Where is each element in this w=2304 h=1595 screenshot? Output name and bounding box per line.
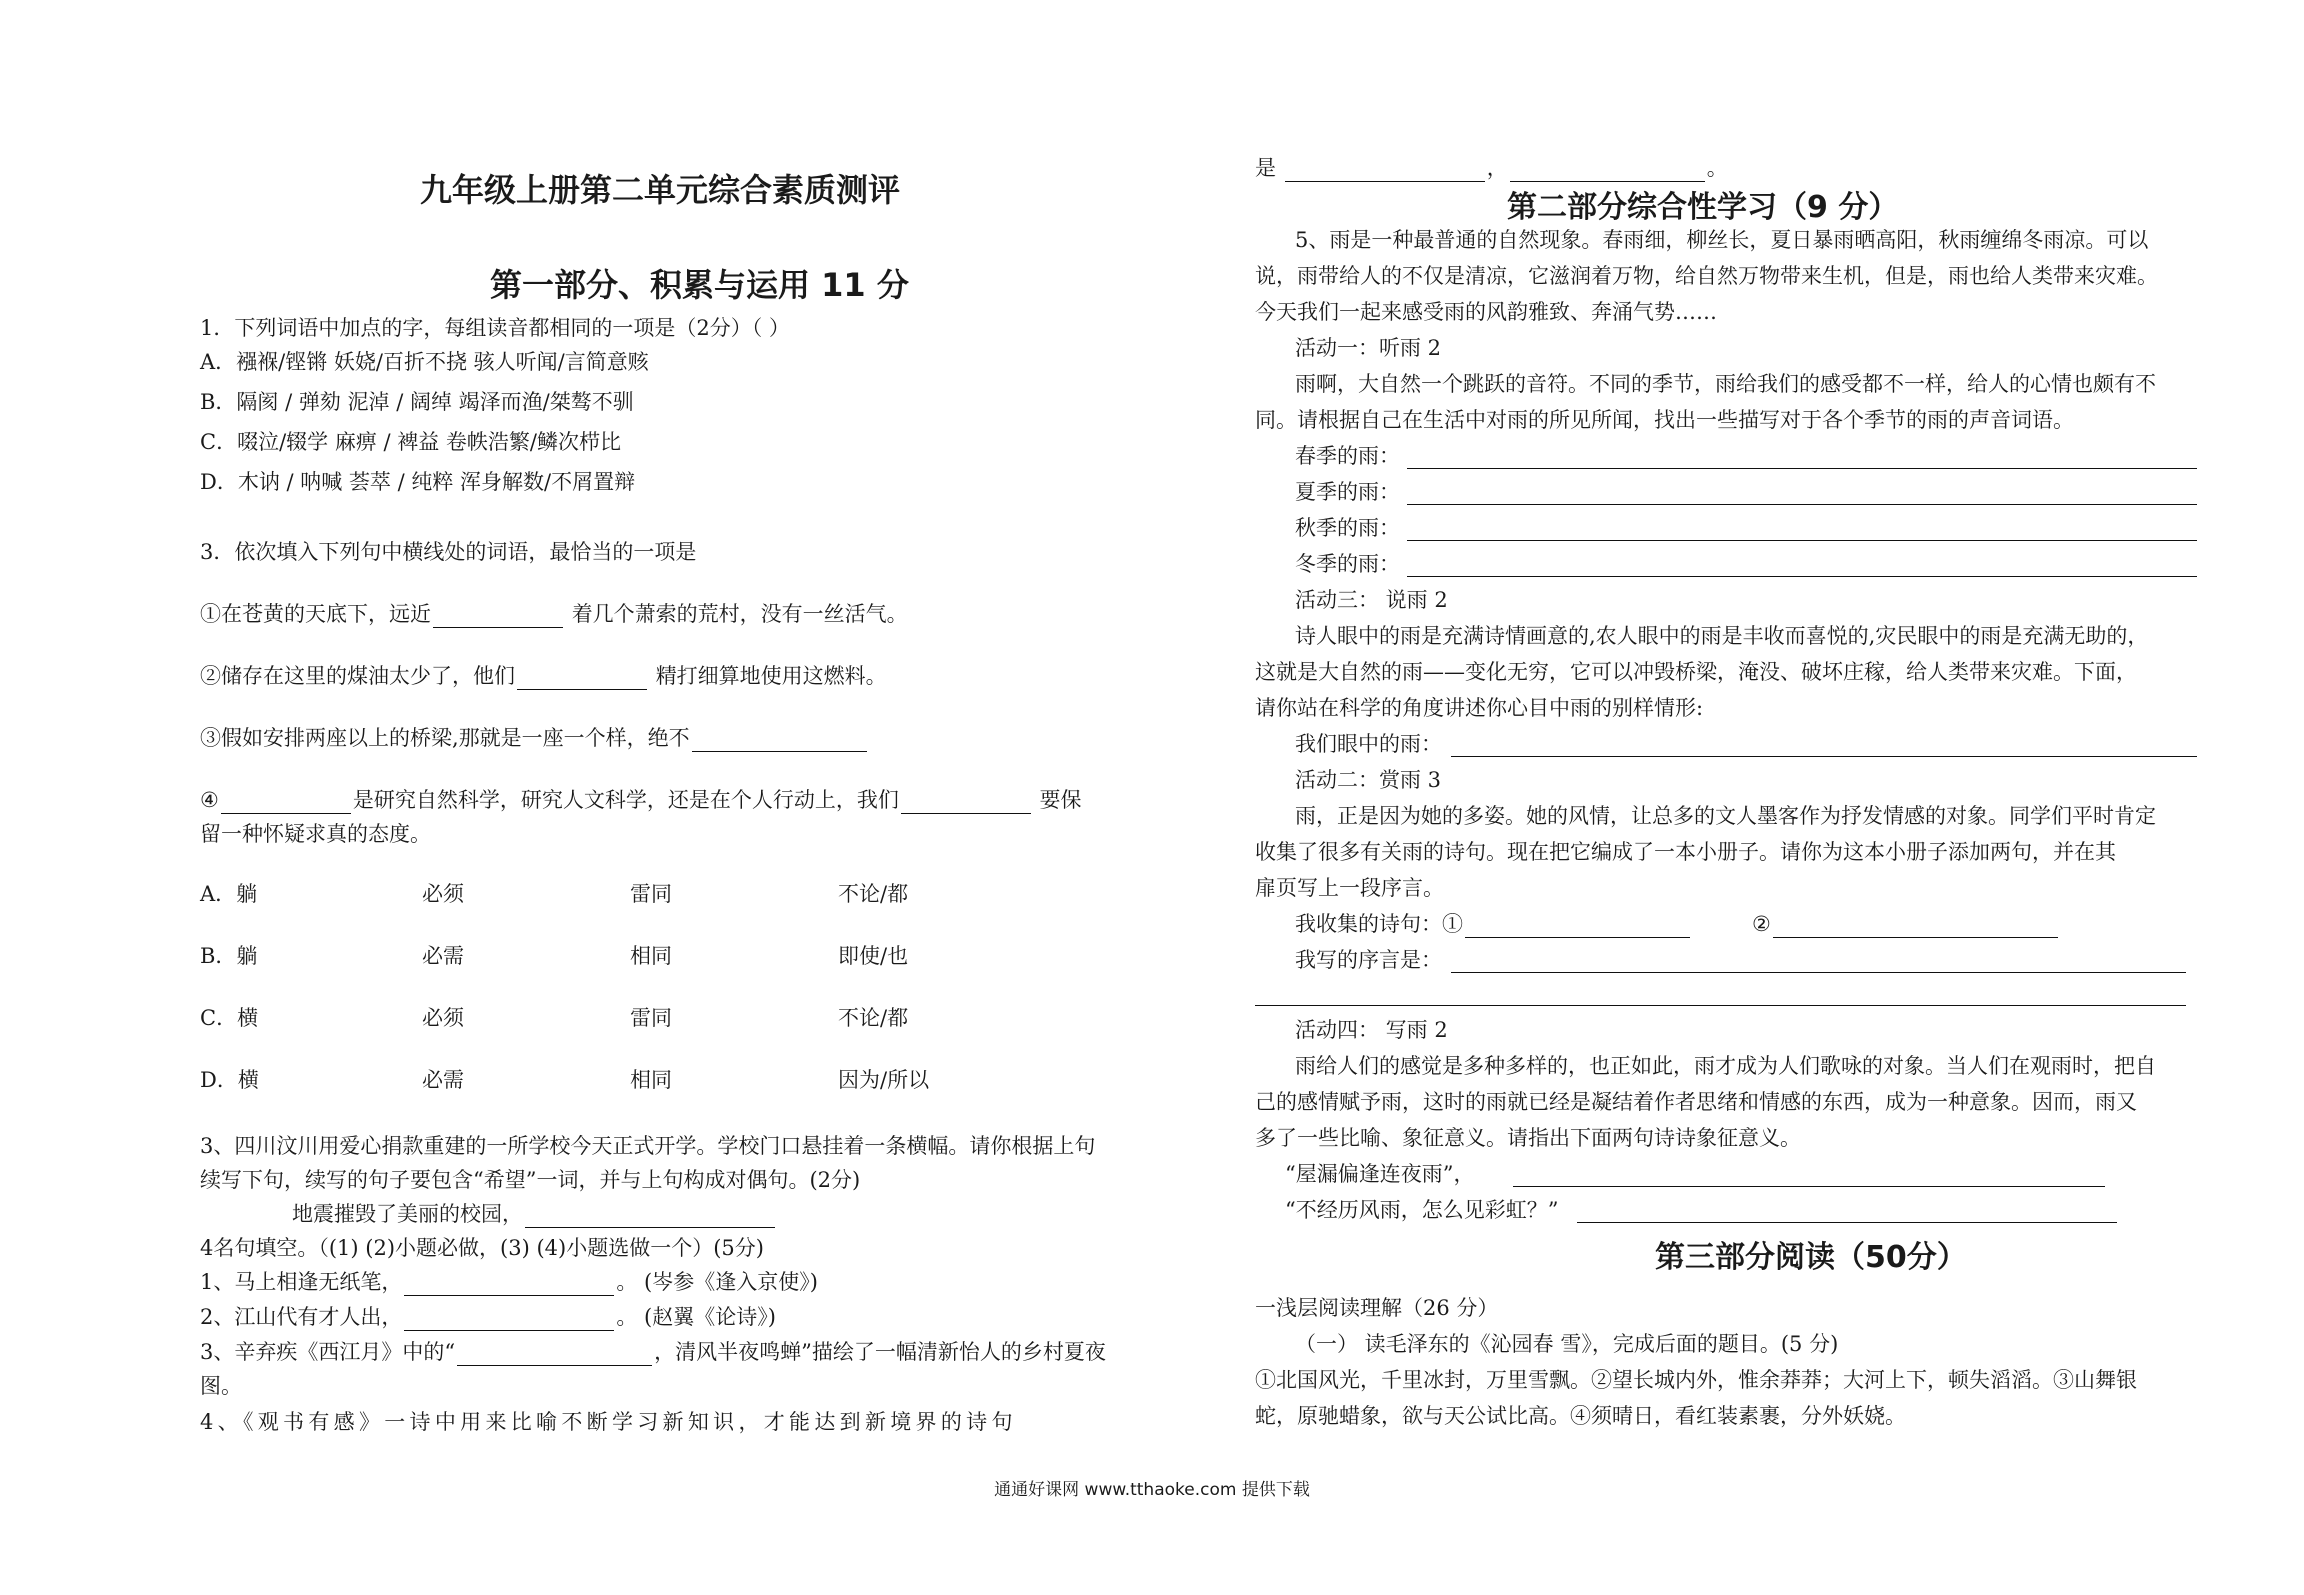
season-summer-blank[interactable] <box>1407 504 2197 505</box>
activity-2-line-4 <box>1295 910 2060 938</box>
activity-3-label: 活动三： 说雨 2 <box>1295 588 1448 612</box>
q3b-line-3 <box>292 1200 777 1228</box>
activity-3-line-3: 请你站在科学的角度讲述你心目中雨的别样情形: <box>1255 696 1704 720</box>
q4-1-text-a: 1、马上相逢无纸笔， <box>200 1270 403 1294</box>
poem-meaning-blank-2[interactable] <box>1577 1222 2117 1223</box>
season-summer <box>1295 478 1400 506</box>
choice-word: 必需 <box>422 1068 464 1092</box>
rain-view-blank[interactable] <box>1451 756 2197 757</box>
poem-meaning-blank-1[interactable] <box>1513 1186 2105 1187</box>
q4-item-3 <box>200 1338 1106 1366</box>
choice-label: A．躺 <box>200 882 258 906</box>
activity-4-line-5: “不经历风雨，怎么见彩虹？” <box>1285 1198 1559 1222</box>
question-4: 4名句填空。（(1) (2)小题必做，(3) (4)小题选做一个）(5分) <box>200 1236 764 1260</box>
q5-line-1: 5、雨是一种最普通的自然现象。春雨细，柳丝长，夏日暴雨晒高阳，秋雨缠绵冬雨凉。可以 <box>1295 228 2149 252</box>
part3-heading: 第三部分阅读（50分） <box>1655 1240 1967 1275</box>
season-label: 秋季的雨： <box>1295 516 1400 540</box>
top-end: 。 <box>1706 156 1728 180</box>
q4-1-text-b: 。 (岑参《逢入京使》) <box>616 1270 818 1294</box>
answer-blank[interactable] <box>525 1205 775 1228</box>
page-title: 九年级上册第二单元综合素质测评 <box>420 171 901 209</box>
reading-section: 一浅层阅读理解（26 分） <box>1255 1296 1499 1320</box>
reading-instruction: （一） 读毛泽东的《沁园春 雪》，完成后面的题目。(5 分) <box>1295 1332 1839 1356</box>
choice-word: 相同 <box>630 944 672 968</box>
question-1: 1．下列词语中加点的字，每组读音都相同的一项是（2分）（ ） <box>200 316 790 340</box>
answer-blank[interactable] <box>1285 159 1485 182</box>
poem-line-1: ①北国风光，千里冰封，万里雪飘。②望长城内外，惟余莽莽；大河上下，顿失滔滔。③山舞银 <box>1255 1368 2137 1392</box>
q3-s4-text-b: 是研究自然科学，研究人文科学，还是在个人行动上，我们 <box>352 788 899 812</box>
season-label: 冬季的雨： <box>1295 552 1400 576</box>
answer-blank[interactable] <box>517 667 647 690</box>
q3-sentence-1 <box>200 600 908 628</box>
q4-2-text-a: 2、江山代有才人出， <box>200 1305 403 1329</box>
answer-blank[interactable] <box>433 605 563 628</box>
answer-blank[interactable] <box>1773 915 2058 938</box>
activity-1-line-2: 同。请根据自己在生活中对雨的所见所闻，找出一些描写对于各个季节的雨的声音词语。 <box>1255 408 2074 432</box>
q3-s2-text-b: 精打细算地使用这燃料。 <box>655 664 887 688</box>
question-3: 3．依次填入下列句中横线处的词语，最恰当的一项是 <box>200 540 697 564</box>
q3-s4-text-a: ④ <box>200 788 219 812</box>
choice-word: 不论/都 <box>838 882 909 906</box>
q1-option-c: C．啜泣/辍学 麻痹 / 裨益 卷帙浩繁/鳞次栉比 <box>200 430 621 454</box>
activity-1-label: 活动一：听雨 2 <box>1295 336 1442 360</box>
choice-label: B．躺 <box>200 944 258 968</box>
choice-word: 雷同 <box>630 882 672 906</box>
activity-3-line-4: 我们眼中的雨： <box>1295 732 1442 756</box>
q3b-text: 地震摧毁了美丽的校园， <box>292 1202 523 1226</box>
answer-blank[interactable] <box>221 791 351 814</box>
activity-4-line-2: 己的感情赋予雨，这时的雨就已经是凝结着作者思绪和情感的东西，成为一种意象。因而，雨又 <box>1255 1090 2137 1114</box>
season-label: 春季的雨： <box>1295 444 1400 468</box>
choice-word: 相同 <box>630 1068 672 1092</box>
q5-line-2: 说，雨带给人的不仅是清凉，它滋润着万物，给自然万物带来生机，但是，雨也给人类带来灾难。 <box>1255 264 2158 288</box>
q3b-line-1: 3、四川汶川用爱心捐款重建的一所学校今天正式开学。学校门口悬挂着一条横幅。请你根据上句 <box>200 1134 1096 1158</box>
part1-heading: 第一部分、积累与运用 11 分 <box>490 266 909 304</box>
q3b-line-2: 续写下句，续写的句子要包含“希望”一词，并与上句构成对偶句。(2分) <box>200 1168 861 1192</box>
season-winter <box>1295 550 1400 578</box>
season-autumn <box>1295 514 1400 542</box>
q3-s2-text-a: ②储存在这里的煤油太少了，他们 <box>200 664 515 688</box>
choice-word: 雷同 <box>630 1006 672 1030</box>
q4-item-1 <box>200 1268 818 1296</box>
activity-2-line-2: 收集了很多有关雨的诗句。现在把它编成了一本小册子。请你为这本小册子添加两句，并在其 <box>1255 840 2116 864</box>
preface-blank-1[interactable] <box>1451 972 2186 973</box>
activity-3-line-2: 这就是大自然的雨——变化无穷，它可以冲毁桥梁，淹没、破坏庄稼，给人类带来灾难。下面， <box>1255 660 2137 684</box>
q3-s1-text-b: 着几个萧索的荒村，没有一丝活气。 <box>571 602 908 626</box>
season-label: 夏季的雨： <box>1295 480 1400 504</box>
activity-2-line-1: 雨，正是因为她的多姿。她的风情，让总多的文人墨客作为抒发情感的对象。同学们平时肯定 <box>1295 804 2156 828</box>
answer-blank[interactable] <box>901 791 1031 814</box>
q1-option-b: B．隔阂 / 弹劾 泥淖 / 阔绰 竭泽而渔/桀骜不驯 <box>200 390 634 414</box>
top-text: 是 <box>1255 156 1276 180</box>
answer-blank[interactable] <box>1510 159 1705 182</box>
q3-s1-text-a: ①在苍黄的天底下，远近 <box>200 602 431 626</box>
answer-blank[interactable] <box>1465 915 1690 938</box>
choice-word: 必须 <box>422 882 464 906</box>
q3-s4-text-c: 要保 <box>1039 788 1082 812</box>
activity-1-line-1: 雨啊，大自然一个跳跃的音符。不同的季节，雨给我们的感受都不一样，给人的心情也颇有不 <box>1295 372 2156 396</box>
poem-line-2: 蛇，原驰蜡象，欲与天公试比高。④须晴日，看红装素裹，分外妖娆。 <box>1255 1404 1906 1428</box>
q4-2-text-b: 。 (赵翼《论诗》) <box>616 1305 776 1329</box>
q3-sentence-2 <box>200 662 887 690</box>
season-winter-blank[interactable] <box>1407 576 2197 577</box>
choice-word: 必须 <box>422 1006 464 1030</box>
part2-heading: 第二部分综合性学习（9 分） <box>1507 190 1899 225</box>
answer-blank[interactable] <box>457 1343 652 1366</box>
season-spring-blank[interactable] <box>1407 468 2197 469</box>
q4-3-text-a: 3、辛弃疾《西江月》中的“ <box>200 1340 456 1364</box>
q4-3-text-b: ，清风半夜鸣蝉”描绘了一幅清新怡人的乡村夏夜 <box>654 1340 1106 1364</box>
q3-sentence-3 <box>200 724 869 752</box>
q5-line-3: 今天我们一起来感受雨的风韵雅致、奔涌气势…… <box>1255 300 1717 324</box>
q3-sentence-4-cont: 留一种怀疑求真的态度。 <box>200 822 431 846</box>
season-spring <box>1295 442 1400 470</box>
q1-option-a: A．襁褓/铿锵 妖娆/百折不挠 骇人听闻/言简意赅 <box>200 350 649 374</box>
preface-blank-2[interactable] <box>1255 1005 2186 1006</box>
answer-blank[interactable] <box>692 729 867 752</box>
footer-credit: 通通好课网 www.tthaoke.com 提供下载 <box>994 1480 1310 1500</box>
choice-label: D．横 <box>200 1068 259 1092</box>
choice-word: 不论/都 <box>838 1006 909 1030</box>
activity-4-label: 活动四： 写雨 2 <box>1295 1018 1448 1042</box>
choice-word: 因为/所以 <box>838 1068 930 1092</box>
choice-label: C．横 <box>200 1006 259 1030</box>
q4-item-4: 4、《观书有感》一诗中用来比喻不断学习新知识，才能达到新境界的诗句 <box>200 1410 1017 1434</box>
activity-4-line-1: 雨给人们的感觉是多种多样的，也正如此，雨才成为人们歌咏的对象。当人们在观雨时，把自 <box>1295 1054 2156 1078</box>
q3-sentence-4 <box>200 786 1082 814</box>
activity-2-line-5: 我写的序言是： <box>1295 948 1442 972</box>
choice-word: 即使/也 <box>838 944 909 968</box>
choice-word: 必需 <box>422 944 464 968</box>
q1-option-d: D．木讷 / 呐喊 荟萃 / 纯粹 浑身解数/不屑置辩 <box>200 470 636 494</box>
q4-item-2 <box>200 1303 776 1331</box>
activity-4-line-4: “屋漏偏逢连夜雨”， <box>1285 1162 1475 1186</box>
q3-s3-text-a: ③假如安排两座以上的桥梁,那就是一座一个样，绝不 <box>200 726 690 750</box>
q4-4-answer-line <box>1255 154 1728 182</box>
poem-label-2: ② <box>1752 912 1771 936</box>
season-autumn-blank[interactable] <box>1407 540 2197 541</box>
answer-blank[interactable] <box>404 1308 614 1331</box>
poem-label: 我收集的诗句：① <box>1295 912 1463 936</box>
activity-4-line-3: 多了一些比喻、象征意义。请指出下面两句诗诗象征意义。 <box>1255 1126 1801 1150</box>
activity-2-label: 活动二：赏雨 3 <box>1295 768 1442 792</box>
q4-item-3-cont: 图。 <box>200 1374 242 1398</box>
activity-3-line-1: 诗人眼中的雨是充满诗情画意的,农人眼中的雨是丰收而喜悦的,灾民眼中的雨是充满无助的， <box>1295 624 2149 648</box>
answer-blank[interactable] <box>404 1273 614 1296</box>
top-sep: ， <box>1486 156 1508 180</box>
activity-2-line-3: 扉页写上一段序言。 <box>1255 876 1444 900</box>
